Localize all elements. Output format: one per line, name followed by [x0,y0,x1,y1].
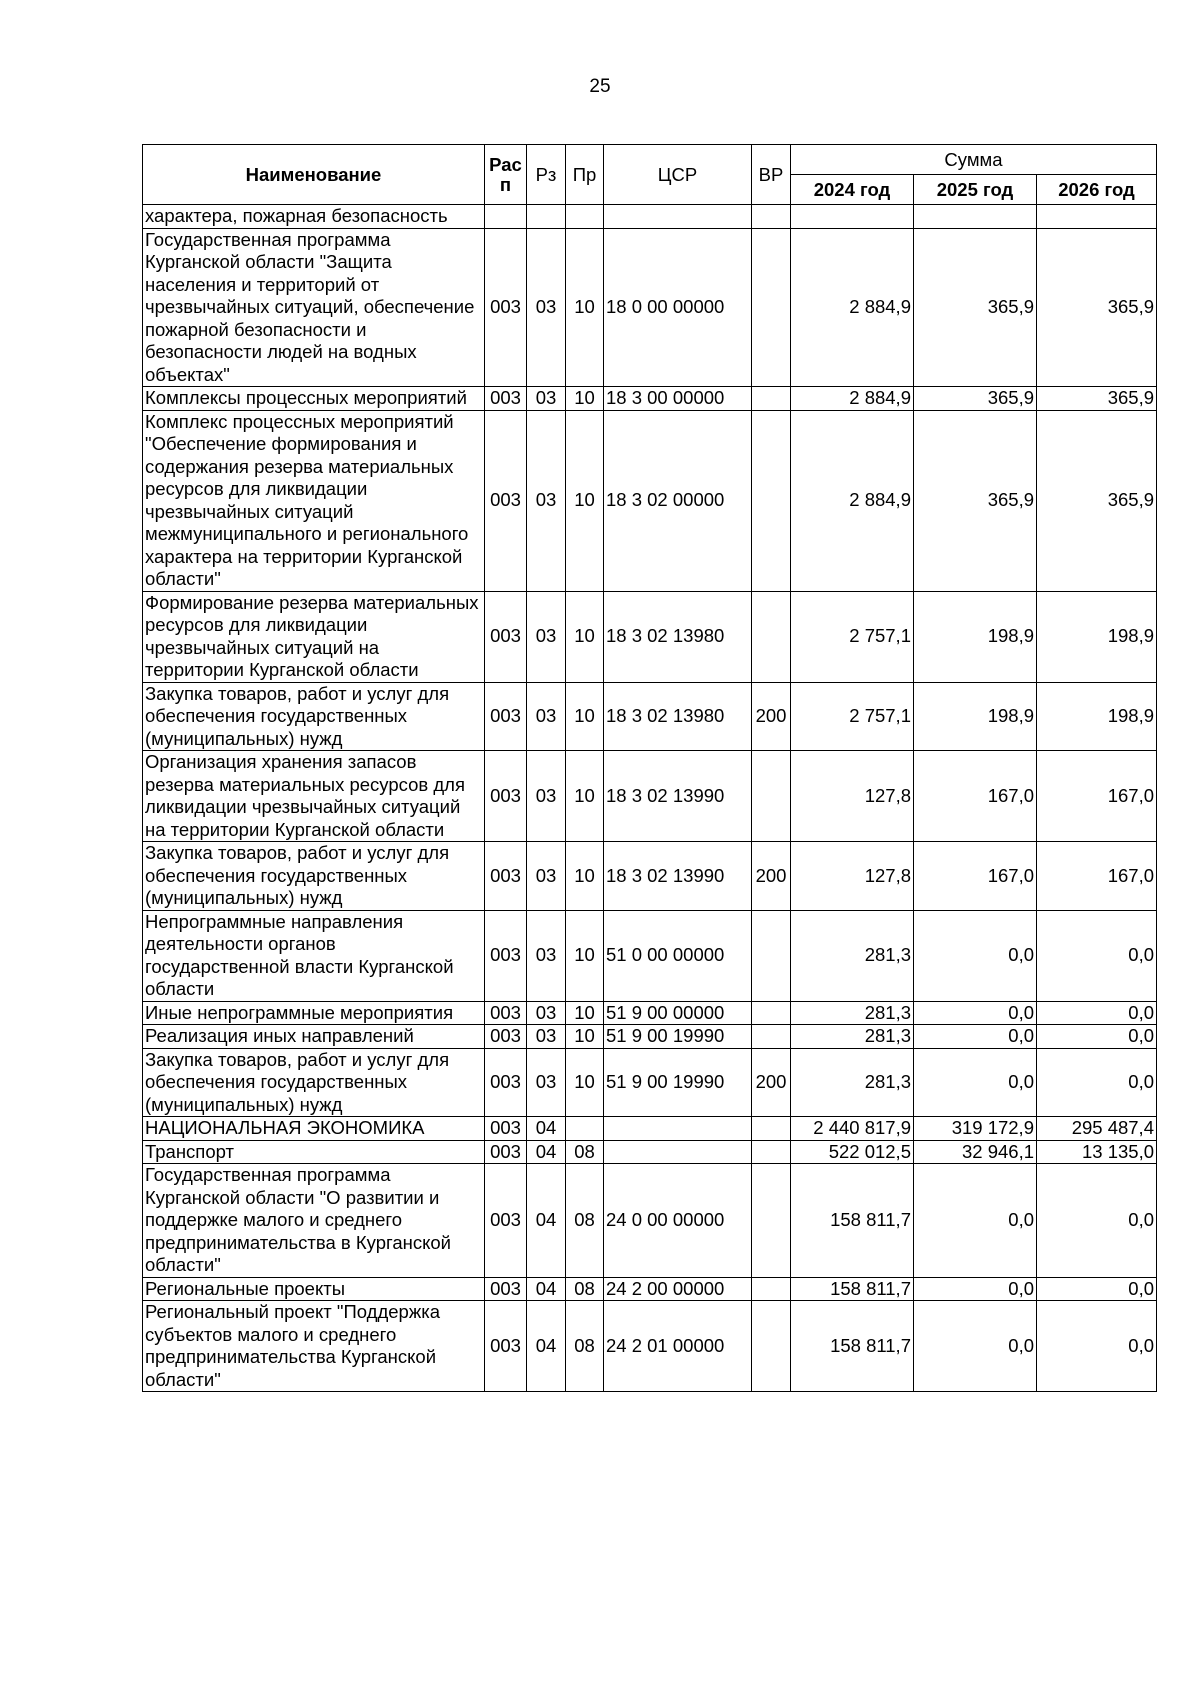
cell-vr: 200 [752,842,791,911]
cell-rz: 03 [527,1001,566,1025]
cell-pr: 10 [566,1001,604,1025]
cell-2024: 281,3 [791,1048,914,1117]
table-row [143,1277,1157,1301]
cell-rz: 03 [527,910,566,1001]
cell-rasp: 003 [485,910,527,1001]
cell-rasp [485,205,527,229]
cell-2026 [1037,205,1157,229]
cell-name: Комплексы процессных мероприятий [143,387,485,411]
cell-name: Закупка товаров, работ и услуг для обеспечения государственных (муниципальных) нужд [143,1048,485,1117]
table-header [143,145,1157,205]
cell-vr [752,591,791,682]
cell-pr: 10 [566,910,604,1001]
cell-2026: 0,0 [1037,1001,1157,1025]
cell-2025: 198,9 [914,682,1037,751]
cell-pr: 10 [566,751,604,842]
cell-2025: 167,0 [914,751,1037,842]
cell-2025: 319 172,9 [914,1117,1037,1141]
cell-csr: 18 3 02 13990 [604,751,752,842]
cell-rasp: 003 [485,1001,527,1025]
cell-2024: 127,8 [791,842,914,911]
cell-rz: 04 [527,1301,566,1392]
cell-name: НАЦИОНАЛЬНАЯ ЭКОНОМИКА [143,1117,485,1141]
cell-pr: 10 [566,682,604,751]
cell-2025: 365,9 [914,410,1037,591]
cell-rz: 03 [527,1048,566,1117]
cell-vr [752,910,791,1001]
cell-vr [752,1164,791,1278]
cell-rasp: 003 [485,1301,527,1392]
cell-pr: 10 [566,228,604,387]
cell-pr: 08 [566,1164,604,1278]
page-number: 25 [589,76,611,97]
cell-rz: 04 [527,1164,566,1278]
cell-2026: 0,0 [1037,1277,1157,1301]
cell-vr [752,228,791,387]
cell-csr: 18 0 00 00000 [604,228,752,387]
cell-2025: 0,0 [914,1001,1037,1025]
cell-rz: 04 [527,1140,566,1164]
cell-vr: 200 [752,1048,791,1117]
cell-2026: 365,9 [1037,410,1157,591]
cell-pr: 10 [566,387,604,411]
cell-rz: 03 [527,842,566,911]
cell-2026: 365,9 [1037,228,1157,387]
table-row [143,591,1157,682]
cell-pr: 08 [566,1140,604,1164]
table-row [143,842,1157,911]
cell-vr [752,1140,791,1164]
cell-2025 [914,205,1037,229]
cell-rz: 03 [527,1025,566,1049]
cell-rz: 03 [527,228,566,387]
cell-rasp: 003 [485,387,527,411]
cell-rasp: 003 [485,1277,527,1301]
cell-rz: 03 [527,410,566,591]
cell-vr [752,205,791,229]
cell-2026: 0,0 [1037,1301,1157,1392]
header-csr: ЦСР [604,145,752,205]
cell-pr: 10 [566,591,604,682]
cell-name: Государственная программа Курганской области "О развитии и поддержке малого и среднего предпринимательства в Курганской области" [143,1164,485,1278]
cell-name: Реализация иных направлений [143,1025,485,1049]
cell-2024: 2 757,1 [791,682,914,751]
table-row [143,1025,1157,1049]
cell-rasp: 003 [485,591,527,682]
header-year-2024: 2024 год [791,175,914,205]
table-row [143,1164,1157,1278]
cell-rasp: 003 [485,228,527,387]
cell-name: Организация хранения запасов резерва материальных ресурсов для ликвидации чрезвычайных ситуаций на территории Курганской области [143,751,485,842]
cell-rasp: 003 [485,1117,527,1141]
cell-2026: 295 487,4 [1037,1117,1157,1141]
cell-pr: 10 [566,1025,604,1049]
table-row [143,1001,1157,1025]
cell-2024: 281,3 [791,910,914,1001]
cell-rasp: 003 [485,682,527,751]
cell-2026: 0,0 [1037,1025,1157,1049]
cell-name: Комплекс процессных мероприятий "Обеспечение формирования и содержания резерва материальных ресурсов для ликвидации чрезвычайных ситуаций межмуниципального и регионального характера на территории Курганской области" [143,410,485,591]
cell-2025: 167,0 [914,842,1037,911]
table-row [143,1140,1157,1164]
cell-csr [604,205,752,229]
cell-rasp: 003 [485,1164,527,1278]
cell-vr [752,1301,791,1392]
cell-2024: 2 884,9 [791,228,914,387]
header-pr: Пр [566,145,604,205]
cell-2024: 2 884,9 [791,410,914,591]
table-row [143,205,1157,229]
cell-vr [752,1277,791,1301]
cell-csr: 18 3 00 00000 [604,387,752,411]
cell-2024: 281,3 [791,1025,914,1049]
cell-2025: 0,0 [914,1164,1037,1278]
cell-2026: 167,0 [1037,842,1157,911]
cell-csr: 24 0 00 00000 [604,1164,752,1278]
cell-rasp: 003 [485,1048,527,1117]
cell-name: Закупка товаров, работ и услуг для обеспечения государственных (муниципальных) нужд [143,682,485,751]
header-rz: Рз [527,145,566,205]
cell-2026: 198,9 [1037,682,1157,751]
table-body [143,205,1157,1392]
cell-2024: 158 811,7 [791,1277,914,1301]
table-row [143,751,1157,842]
cell-vr [752,1117,791,1141]
cell-pr [566,205,604,229]
cell-csr: 51 0 00 00000 [604,910,752,1001]
cell-2026: 0,0 [1037,1164,1157,1278]
table-row [143,228,1157,387]
cell-2026: 0,0 [1037,910,1157,1001]
cell-2024: 2 440 817,9 [791,1117,914,1141]
cell-name: Формирование резерва материальных ресурсов для ликвидации чрезвычайных ситуаций на территории Курганской области [143,591,485,682]
cell-2025: 365,9 [914,387,1037,411]
cell-csr: 18 3 02 13980 [604,682,752,751]
cell-2026: 198,9 [1037,591,1157,682]
cell-csr: 51 9 00 19990 [604,1025,752,1049]
cell-vr [752,1001,791,1025]
cell-vr [752,751,791,842]
cell-2025: 0,0 [914,1048,1037,1117]
cell-pr: 10 [566,410,604,591]
cell-2025: 32 946,1 [914,1140,1037,1164]
cell-name: Непрограммные направления деятельности органов государственной власти Курганской области [143,910,485,1001]
cell-2026: 167,0 [1037,751,1157,842]
cell-name: Государственная программа Курганской области "Защита населения и территорий от чрезвычайных ситуаций, обеспечение пожарной безопасности и безопасности людей на водных объектах" [143,228,485,387]
header-rasp: Рас п [485,145,527,205]
cell-vr [752,387,791,411]
table-row [143,1301,1157,1392]
cell-rasp: 003 [485,410,527,591]
cell-pr: 08 [566,1301,604,1392]
cell-2025: 0,0 [914,1301,1037,1392]
cell-name: Региональный проект "Поддержка субъектов малого и среднего предпринимательства Курганской области" [143,1301,485,1392]
cell-name: Иные непрограммные мероприятия [143,1001,485,1025]
cell-csr: 18 3 02 13990 [604,842,752,911]
cell-2025: 0,0 [914,910,1037,1001]
cell-rz: 03 [527,751,566,842]
cell-vr: 200 [752,682,791,751]
cell-name: Закупка товаров, работ и услуг для обеспечения государственных (муниципальных) нужд [143,842,485,911]
cell-rz: 03 [527,682,566,751]
header-vr: ВР [752,145,791,205]
cell-csr: 51 9 00 19990 [604,1048,752,1117]
cell-2024: 522 012,5 [791,1140,914,1164]
cell-rz: 03 [527,591,566,682]
cell-rasp: 003 [485,842,527,911]
cell-name: Региональные проекты [143,1277,485,1301]
cell-vr [752,410,791,591]
cell-rasp: 003 [485,1025,527,1049]
budget-table [142,144,1157,1392]
cell-name: Транспорт [143,1140,485,1164]
cell-vr [752,1025,791,1049]
cell-2024: 2 884,9 [791,387,914,411]
cell-csr: 18 3 02 00000 [604,410,752,591]
cell-2024 [791,205,914,229]
header-year-2026: 2026 год [1037,175,1157,205]
cell-2025: 365,9 [914,228,1037,387]
cell-csr [604,1140,752,1164]
cell-csr: 18 3 02 13980 [604,591,752,682]
header-sum: Сумма [791,145,1157,175]
cell-csr: 24 2 00 00000 [604,1277,752,1301]
cell-2024: 2 757,1 [791,591,914,682]
cell-csr: 24 2 01 00000 [604,1301,752,1392]
cell-2025: 0,0 [914,1025,1037,1049]
cell-rz: 03 [527,387,566,411]
cell-rz: 04 [527,1277,566,1301]
cell-name: характера, пожарная безопасность [143,205,485,229]
cell-pr: 08 [566,1277,604,1301]
cell-2024: 281,3 [791,1001,914,1025]
table-row [143,1117,1157,1141]
cell-2026: 365,9 [1037,387,1157,411]
cell-pr: 10 [566,1048,604,1117]
table-row [143,410,1157,591]
cell-pr: 10 [566,842,604,911]
cell-2025: 198,9 [914,591,1037,682]
cell-2025: 0,0 [914,1277,1037,1301]
header-name: Наименование [143,145,485,205]
table-row [143,682,1157,751]
table-row [143,910,1157,1001]
cell-2024: 158 811,7 [791,1164,914,1278]
cell-2024: 158 811,7 [791,1301,914,1392]
cell-rz: 04 [527,1117,566,1141]
header-year-2025: 2025 год [914,175,1037,205]
cell-rasp: 003 [485,1140,527,1164]
table-row [143,1048,1157,1117]
cell-rasp: 003 [485,751,527,842]
cell-2026: 13 135,0 [1037,1140,1157,1164]
cell-2026: 0,0 [1037,1048,1157,1117]
cell-csr [604,1117,752,1141]
cell-pr [566,1117,604,1141]
table-row [143,387,1157,411]
cell-csr: 51 9 00 00000 [604,1001,752,1025]
cell-rz [527,205,566,229]
cell-2024: 127,8 [791,751,914,842]
